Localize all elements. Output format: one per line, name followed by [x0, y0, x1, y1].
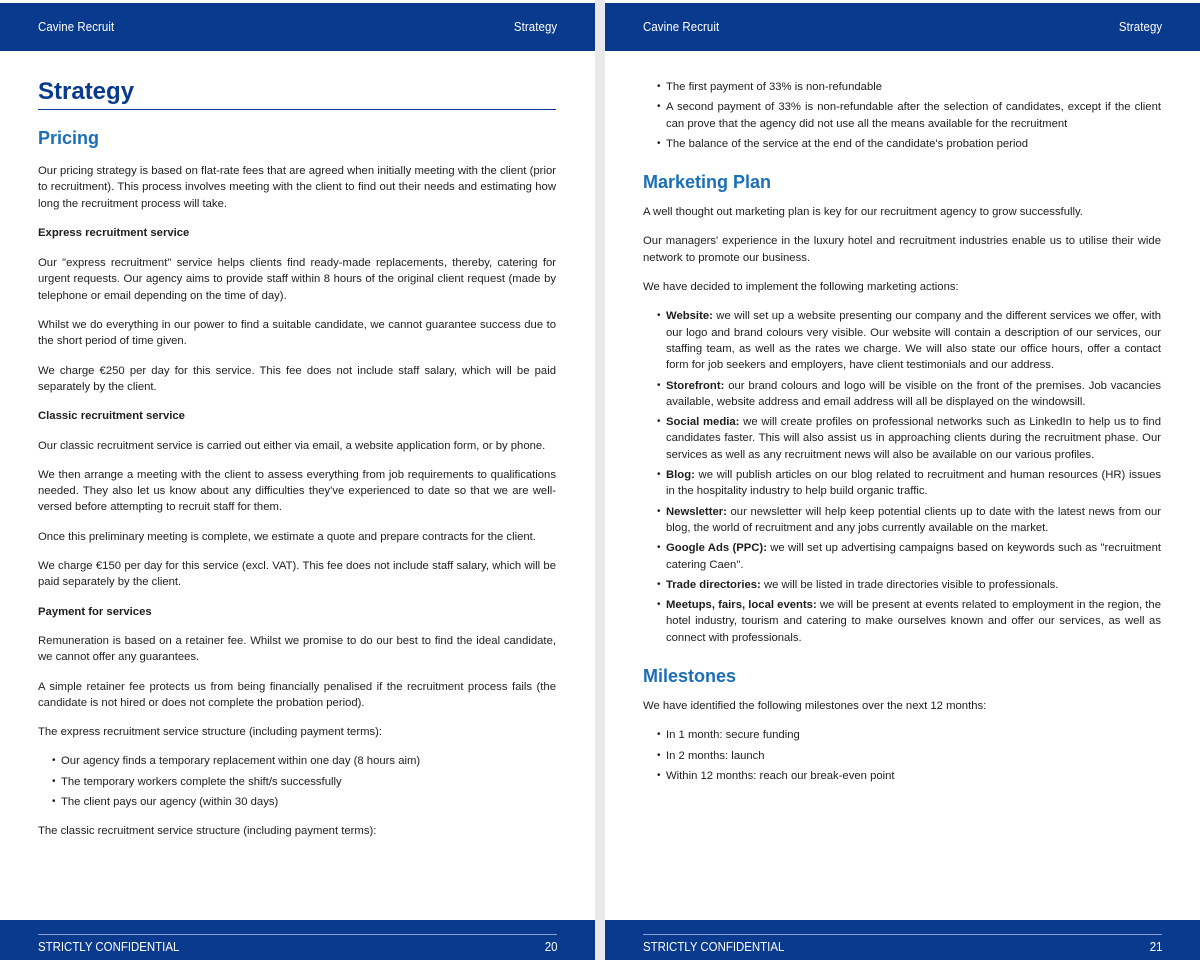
- action-text: our newsletter will help keep potential clients up to date with the latest news from our blog, the world of recruitment and any jobs currently available on the market.: [666, 505, 1161, 534]
- payment-paragraph-2: A simple retainer fee protects us from being financially penalised if the recruitment process fails (the candidate is not hired or does not complete the probation period).: [38, 680, 556, 709]
- list-item: [643, 308, 1161, 373]
- page-left: [0, 0, 595, 960]
- classic-paragraph-4: We charge €150 per day for this service (excl. VAT). This fee does not include staff salary, which will be paid separately by the client.: [38, 560, 556, 589]
- express-paragraph-2: Whilst we do everything in our power to find a suitable candidate, we cannot guarantee success due to the short period of time given.: [38, 319, 556, 348]
- footer-confidential: STRICTLY CONFIDENTIAL: [38, 939, 180, 954]
- list-item: • The temporary workers complete the shift/s successfully: [38, 774, 556, 790]
- page-number: 20: [544, 939, 557, 954]
- list-item: • Within 12 months: reach our break-even point: [643, 768, 1161, 784]
- list-item: [643, 414, 1161, 463]
- page-header: [0, 3, 595, 51]
- pricing-heading: Pricing: [38, 128, 100, 148]
- express-heading: Express recruitment service: [38, 226, 190, 239]
- list-item: • In 2 months: launch: [643, 748, 1161, 764]
- payment-heading: Payment for services: [38, 605, 152, 618]
- list-item: • In 1 month: secure funding: [643, 727, 1161, 743]
- header-company: Cavine Recruit: [643, 19, 720, 34]
- pricing-intro: Our pricing strategy is based on flat-rate fees that are agreed when initially meeting with the client (prior to recruitment). This process involves meeting with the client to find out their needs and estimating how long the recruitment process will take.: [38, 165, 556, 210]
- list-item: • A second payment of 33% is non-refundable after the selection of candidates, except if the client can prove that the agency did not use all the means available for the recruitment: [643, 99, 1161, 132]
- action-text: we will publish articles on our blog related to recruitment and human resources (HR) issues in the hospitality industry to help build organic traffic.: [666, 469, 1161, 498]
- classic-structure-intro: The classic recruitment service structure (including payment terms):: [38, 825, 377, 838]
- action-text: we will be listed in trade directories visible to professionals.: [760, 578, 1059, 591]
- list-item: • The first payment of 33% is non-refundable: [643, 79, 1161, 95]
- marketing-paragraph-2: Our managers' experience in the luxury hotel and recruitment industries enable us to utilise their wide network to promote our business.: [643, 235, 1161, 264]
- action-label: Newsletter:: [666, 505, 727, 518]
- action-label: Blog:: [666, 469, 695, 482]
- page-number: 21: [1149, 939, 1162, 954]
- list-item: • Our agency finds a temporary replacement within one day (8 hours aim): [38, 753, 556, 769]
- list-item: [643, 577, 1161, 593]
- express-structure-intro: The express recruitment service structure (including payment terms):: [38, 726, 383, 739]
- express-structure-list: [38, 753, 556, 810]
- page-title: Strategy: [38, 76, 556, 110]
- page-footer: [605, 920, 1200, 960]
- page-right: [605, 0, 1200, 960]
- list-item: [643, 504, 1161, 537]
- milestones-list: [643, 727, 1161, 784]
- list-item: [643, 467, 1161, 500]
- footer-divider: [643, 934, 1162, 935]
- action-text: we will create profiles on professional networks such as LinkedIn to help us to find candidates faster. This will also assist us in approaching clients during the recruitment phase. Our services as well as any recruitment news will also be available on our various profiles.: [666, 416, 1161, 461]
- action-label: Trade directories:: [666, 578, 761, 591]
- list-item: [643, 540, 1161, 573]
- express-paragraph-1: Our "express recruitment" service helps clients find ready-made replacements, thereby, catering for urgent requests. Our agency aims to provide staff within 8 hours of the original client request (made by telephone or email depending on the time of day).: [38, 257, 556, 302]
- action-text: our brand colours and logo will be visible on the front of the premises. Job vacancies available, website address and email address will all be displayed on the windowsill.: [666, 379, 1161, 408]
- action-label: Storefront:: [666, 379, 725, 392]
- action-label: Website:: [666, 310, 713, 323]
- action-label: Social media:: [666, 416, 740, 429]
- marketing-actions-list: [643, 308, 1161, 646]
- classic-paragraph-2: We then arrange a meeting with the client to assess everything from job requirements to qualifications needed. They also let us know about any difficulties they've experienced to date so that we are well-versed before attempting to recruit staff for them.: [38, 468, 556, 514]
- list-item: [643, 378, 1161, 411]
- classic-structure-list: [643, 79, 1161, 152]
- list-item: • The client pays our agency (within 30 days): [38, 794, 556, 810]
- action-label: Google Ads (PPC):: [666, 542, 767, 555]
- right-body: [643, 79, 1161, 784]
- milestones-intro: We have identified the following milestones over the next 12 months:: [643, 700, 987, 713]
- left-body: [38, 76, 556, 840]
- page-footer: [0, 920, 595, 960]
- payment-paragraph-1: Remuneration is based on a retainer fee. Whilst we promise to do our best to find the ideal candidate, we cannot offer any guarantees.: [38, 634, 556, 664]
- list-item: [643, 597, 1161, 646]
- action-text: we will be present at events related to employment in the region, the hotel industry, tourism and catering to make ourselves known and offer our services, as well as connect with professionals.: [666, 599, 1161, 644]
- classic-paragraph-1: Our classic recruitment service is carried out either via email, a website application form, or by phone.: [38, 439, 546, 452]
- milestones-heading: Milestones: [643, 666, 737, 687]
- header-company: Cavine Recruit: [38, 19, 115, 34]
- classic-heading: Classic recruitment service: [38, 410, 185, 423]
- marketing-heading: Marketing Plan: [643, 172, 772, 193]
- header-section: Strategy: [513, 19, 557, 34]
- list-item: • The balance of the service at the end of the candidate's probation period: [643, 136, 1161, 152]
- footer-divider: [38, 934, 557, 935]
- express-paragraph-3: We charge €250 per day for this service. This fee does not include staff salary, which will be paid separately by the client.: [38, 364, 556, 393]
- action-label: Meetups, fairs, local events:: [666, 599, 817, 612]
- action-text: we will set up advertising campaigns based on keywords such as "recruitment catering Caen".: [666, 542, 1162, 571]
- marketing-paragraph-3: We have decided to implement the following marketing actions:: [643, 281, 959, 294]
- classic-paragraph-3: Once this preliminary meeting is complete, we estimate a quote and prepare contracts for the client.: [38, 530, 536, 543]
- marketing-paragraph-1: A well thought out marketing plan is key for our recruitment agency to grow successfully.: [643, 206, 1083, 219]
- footer-confidential: STRICTLY CONFIDENTIAL: [643, 939, 785, 954]
- header-section: Strategy: [1118, 19, 1162, 34]
- action-text: we will set up a website presenting our company and the different services we offer, with our logo and brand colours very visible. Our website will contain a description of our services, our staffing team, as well as the rates we charge. We will also state our office hours, offer a contact form for job seekers and employers, have client testimonials and our address.: [666, 310, 1161, 372]
- page-header: [605, 3, 1200, 51]
